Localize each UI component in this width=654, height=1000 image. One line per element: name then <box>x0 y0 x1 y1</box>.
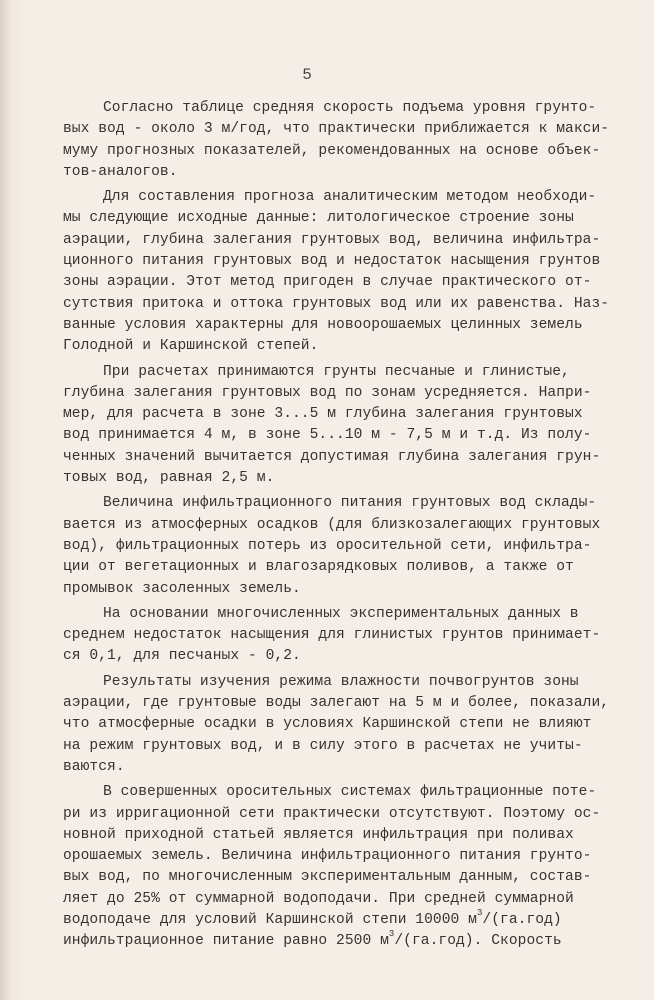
paragraph-2 <box>63 187 623 357</box>
text-line: среднем недостаток насыщения для глинистых грунтов принимает- <box>63 627 601 644</box>
text-segment: водоподаче для условий Каршинской степи 10000 м <box>63 911 477 928</box>
body-text <box>63 98 623 957</box>
text-line: Согласно таблице средняя скорость подъема уровня грунто- <box>103 100 597 116</box>
text-line: вается из атмосферных осадков (для близкозалегающих грунтовых <box>63 516 601 533</box>
text-line: мер, для расчета в зоне 3...5 м глубина залегания грунтовых <box>63 406 583 423</box>
text-line: ляет до 25% от суммарной водоподачи. При средней суммарной <box>63 890 574 907</box>
page-number: 5 <box>302 66 312 84</box>
text-line: мы следующие исходные данные: литологическое строение зоны <box>63 210 574 227</box>
superscript: 3 <box>476 908 483 919</box>
text-line: сутствия притока и оттока грунтовых вод или их равенства. Наз- <box>63 295 610 312</box>
text-line: Величина инфильтрационного питания грунтовых вод склады- <box>103 495 597 512</box>
paragraph-6 <box>63 672 623 778</box>
text-line: ционного питания грунтовых вод и недостаток насыщения грунтов <box>63 253 601 270</box>
text-line: ванные условия характерны для новоорошаемых целинных земель <box>63 316 583 333</box>
text-segment: /(га.год). Скорость <box>394 933 562 950</box>
text-line: аэрации, где грунтовые воды залегают на 5 м и более, показали, <box>63 695 610 712</box>
text-line: Голодной и Каршинской степей. <box>63 338 319 355</box>
text-line: вых вод, по многочисленным экспериментальным данным, состав- <box>63 869 592 886</box>
text-line-with-superscript <box>63 910 623 931</box>
text-line: муму прогнозных показателей, рекомендованных на основе объек- <box>63 142 601 159</box>
paragraph-7 <box>63 782 623 952</box>
text-segment: инфильтрационное питание равно 2500 м <box>63 933 389 950</box>
text-line: глубина залегания грунтовых вод по зонам усредняется. Напри- <box>63 384 592 401</box>
text-line: вод принимается 4 м, в зоне 5...10 м - 7,5 м и т.д. Из полу- <box>63 427 592 444</box>
text-line: На основании многочисленных экспериментальных данных в <box>103 605 579 622</box>
text-line: ченных значений вычитается допустимая глубина залегания грун- <box>63 448 601 465</box>
paragraph-3 <box>63 362 623 490</box>
text-line: тов-аналогов. <box>63 163 178 180</box>
text-line: Для составления прогноза аналитическим методом необходи- <box>103 189 597 206</box>
text-line: на режим грунтовых вод, и в силу этого в расчетах не учиты- <box>63 737 583 754</box>
text-line: вод), фильтрационных потерь из оросительной сети, инфильтра- <box>63 537 592 554</box>
text-line: что атмосферные осадки в условиях Каршинской степи не влияют <box>63 716 592 733</box>
text-line: товых вод, равная 2,5 м. <box>63 470 275 487</box>
text-line: ваются. <box>63 758 125 775</box>
text-line-with-superscript <box>63 931 623 952</box>
paragraph-4 <box>63 493 623 599</box>
text-line: вых вод - около 3 м/год, что практически приближается к макси- <box>63 121 610 138</box>
text-line: ции от вегетационных и влагозарядковых поливов, а также от <box>63 559 574 576</box>
paragraph-1 <box>63 98 623 183</box>
text-line: При расчетах принимаются грунты песчаные и глинистые, <box>103 363 570 380</box>
text-line: аэрации, глубина залегания грунтовых вод, величина инфильтра- <box>63 231 601 248</box>
text-segment: /(га.год) <box>482 911 562 928</box>
paragraph-5 <box>63 604 623 668</box>
text-line: орошаемых земель. Величина инфильтрационного питания грунто- <box>63 848 592 865</box>
text-line: Результаты изучения режима влажности почвогрунтов зоны <box>103 673 579 690</box>
superscript: 3 <box>388 929 395 940</box>
text-line: зоны аэрации. Этот метод пригоден в случае практического от- <box>63 274 592 291</box>
text-line: В совершенных оросительных системах фильтрационные поте- <box>103 784 597 801</box>
text-line: новной приходной статьей является инфильтрация при поливах <box>63 826 574 843</box>
text-line: промывок засоленных земель. <box>63 580 301 597</box>
text-line: ри из ирригационной сети практически отсутствуют. Поэтому ос- <box>63 805 601 822</box>
text-line: ся 0,1, для песчаных - 0,2. <box>63 648 301 665</box>
